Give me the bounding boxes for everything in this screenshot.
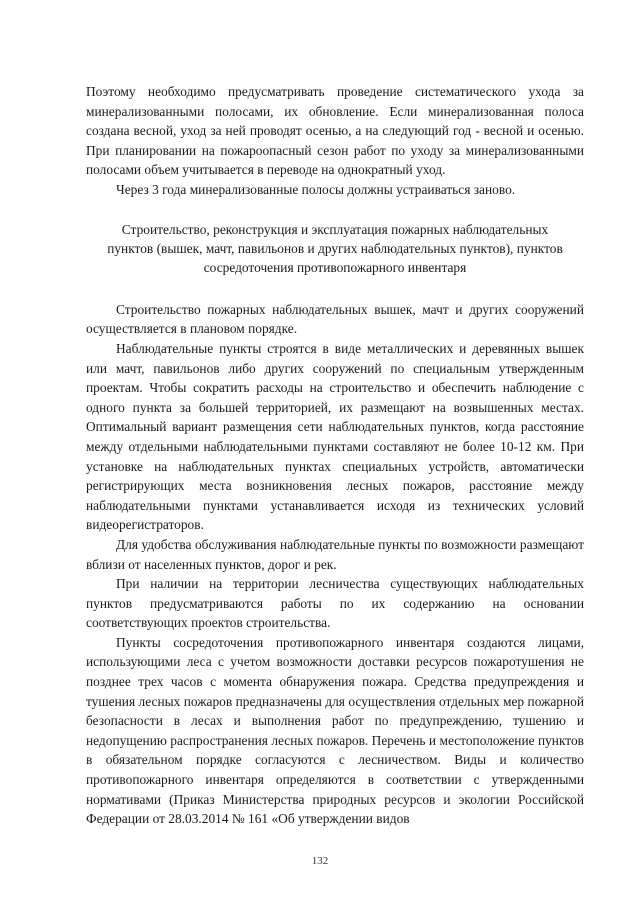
paragraph-inventory-points: Пункты сосредоточения противопожарного инвентаря создаются лицами, использующими леса с учетом возможности доставки ресурсов пожаротушения не позднее трех часов с момента обнаружения пожара. Средства предупреждения и тушения лесных пожаров предназначены для осуществления отдельных мер пожарной безопасности в лесах и выполнения работ по предупреждению, тушению и недопущению распространения лесных пожаров. Перечень и местоположение пунктов в обязательном порядке согласуются с лесничеством. Виды и количество противопожарного инвентаря определяются в соответствии с утвержденными нормативами (Приказ Министерства природных ресурсов и экологии Российской Федерации от 28.03.2014 № 161 «Об утверждении видов: [86, 634, 584, 827]
paragraph-observation-points: Наблюдательные пункты строятся в виде металлических и деревянных вышек или мачт, павильонов либо других сооружений по специальным утвержденным проектам. Чтобы сократить расходы на строительство и обеспечить наблюдение с одного пункта за большей территорией, их размещают на возвышенных местах. Оптимальный вариант размещения сети наблюдательных пунктов, когда расстояние между отдельными наблюдательными пунктами составляют не более 10-12 км. При установке на наблюдательных пунктах специальных устройств, автоматически регистрирующих места возникновения лесных пожаров, расстояние между наблюдательными пунктами устанавливается исходя из технических условий видеорегистраторов.: [86, 340, 584, 533]
paragraph-construction: Строительство пожарных наблюдательных вышек, мачт и других сооружений осуществляется в плановом порядке.: [86, 301, 584, 337]
section-title: Строительство, реконструкция и эксплуатация пожарных наблюдательных пунктов (вышек, мачт, павильонов и других наблюдательных пунктов), пунктов сосредоточения противопожарного инвентаря: [107, 221, 563, 276]
paragraph-renewal: Через 3 года минерализованные полосы должны устраиваться заново.: [116, 181, 516, 197]
paragraph-existing-points: При наличии на территории лесничества существующих наблюдательных пунктов предусматриваются работы по их содержанию на основании соответствующих проектов строительства.: [86, 576, 584, 631]
paragraph-placement: Для удобства обслуживания наблюдательные пункты по возможности размещают вблизи от населенных пунктов, дорог и рек.: [86, 536, 584, 572]
document-page: [86, 82, 584, 829]
page-number: 132: [311, 855, 329, 867]
paragraph-maintenance: Поэтому необходимо предусматривать проведение систематического ухода за минерализованными полосами, их обновление. Если минерализованная полоса создана весной, уход за ней проводят осенью, а на следующий год - весной и осенью. При планировании на пожароопасный сезон работ по уходу за минерализованными полосами объем учитывается в переводе на однократный уход.: [86, 84, 584, 178]
